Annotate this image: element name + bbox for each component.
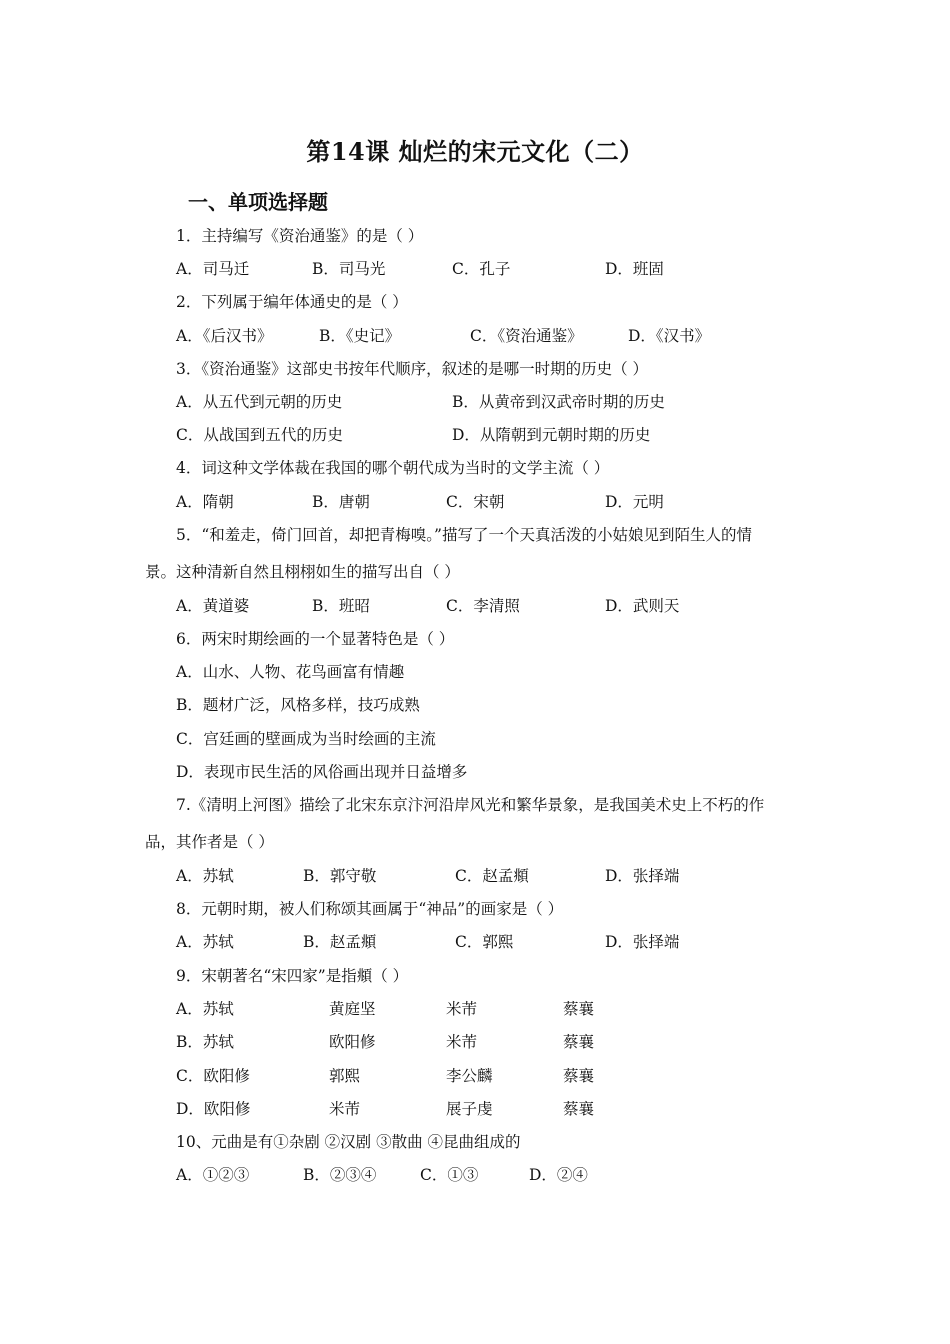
option: C．宫廷画的壁画成为当时绘画的主流	[176, 730, 436, 748]
question-stem-continued: 景。这种清新自然且栩栩如生的描写出自（ ）	[145, 563, 460, 581]
option: C．李清照	[446, 597, 520, 615]
option-name: 蔡襄	[563, 1067, 595, 1085]
option: B．《史记》	[319, 327, 401, 345]
option: A．从五代到元朝的历史	[176, 393, 343, 411]
option: D．《汉书》	[628, 327, 711, 345]
option-name: 黄庭坚	[329, 1000, 376, 1018]
option: C．宋朝	[446, 493, 505, 511]
question-stem: 2．下列属于编年体通史的是（ ）	[176, 293, 408, 311]
question-stem: 4．词这种文学体裁在我国的哪个朝代成为当时的文学主流（ ）	[176, 459, 610, 477]
question-stem: 10、元曲是有①杂剧 ②汉剧 ③散曲 ④昆曲组成的	[176, 1133, 521, 1151]
option-name: 蔡襄	[563, 1000, 595, 1018]
option: B．赵孟頫	[303, 933, 377, 951]
option: A．苏轼	[176, 933, 234, 951]
option: D．②④	[529, 1166, 588, 1184]
option: C．孔子	[452, 260, 511, 278]
option: D．欧阳修	[176, 1100, 251, 1118]
option: D．元明	[605, 493, 664, 511]
option: B．题材广泛，风格多样，技巧成熟	[176, 696, 420, 714]
option: A．隋朝	[176, 493, 234, 511]
question-stem: 9．宋朝著名“宋四家”是指頫（ ）	[176, 967, 409, 985]
option-name: 郭熙	[329, 1067, 361, 1085]
option-name: 欧阳修	[329, 1033, 376, 1051]
option: A．山水、人物、花鸟画富有情趣	[176, 663, 405, 681]
section-heading: 一、单项选择题	[188, 190, 328, 214]
question-stem: 6．两宋时期绘画的一个显著特色是（ ）	[176, 630, 455, 648]
option-name: 米芾	[329, 1100, 361, 1118]
option-name: 蔡襄	[563, 1100, 595, 1118]
option: B．苏轼	[176, 1033, 234, 1051]
option: C．①③	[420, 1166, 479, 1184]
question-stem: 8．元朝时期，被人们称颂其画属于“神品”的画家是（ ）	[176, 900, 564, 918]
page-title: 第14课 灿烂的宋元文化（二）	[306, 137, 644, 166]
option: B．从黄帝到汉武帝时期的历史	[452, 393, 665, 411]
question-stem: 1．主持编写《资治通鉴》的是（ ）	[176, 227, 424, 245]
option: B．司马光	[312, 260, 386, 278]
option-name: 米芾	[446, 1033, 478, 1051]
question-stem-continued: 品，其作者是（ ）	[145, 833, 274, 851]
option: B．郭守敬	[303, 867, 377, 885]
option: D．从隋朝到元朝时期的历史	[452, 426, 651, 444]
option-name: 展子虔	[446, 1100, 493, 1118]
option: C．郭熙	[455, 933, 514, 951]
option-name: 蔡襄	[563, 1033, 595, 1051]
option: A．①②③	[176, 1166, 250, 1184]
option: A．司马迁	[176, 260, 250, 278]
option: C．欧阳修	[176, 1067, 250, 1085]
option: D．表现市民生活的风俗画出现并日益增多	[176, 763, 468, 781]
option: A．黄道婆	[176, 597, 250, 615]
option: D．张择端	[605, 933, 680, 951]
question-stem: 3．《资治通鉴》这部史书按年代顺序，叙述的是哪一时期的历史（ ）	[176, 360, 649, 378]
option: D．张择端	[605, 867, 680, 885]
option: B．唐朝	[312, 493, 370, 511]
option-name: 李公麟	[446, 1067, 493, 1085]
option: A．《后汉书》	[176, 327, 273, 345]
option-name: 米芾	[446, 1000, 478, 1018]
option: C．从战国到五代的历史	[176, 426, 343, 444]
option: B．班昭	[312, 597, 370, 615]
option: C．《资治通鉴》	[470, 327, 583, 345]
question-stem: 7.《清明上河图》描绘了北宋东京汴河沿岸风光和繁华景象，是我国美术史上不朽的作	[176, 796, 765, 814]
option: C．赵孟頫	[455, 867, 529, 885]
option: A．苏轼	[176, 867, 234, 885]
option: A．苏轼	[176, 1000, 234, 1018]
question-stem: 5．“和羞走，倚门回首，却把青梅嗅。”描写了一个天真活泼的小姑娘见到陌生人的情	[176, 526, 752, 544]
option: D．班固	[605, 260, 664, 278]
option: D．武则天	[605, 597, 680, 615]
option: B．②③④	[303, 1166, 377, 1184]
